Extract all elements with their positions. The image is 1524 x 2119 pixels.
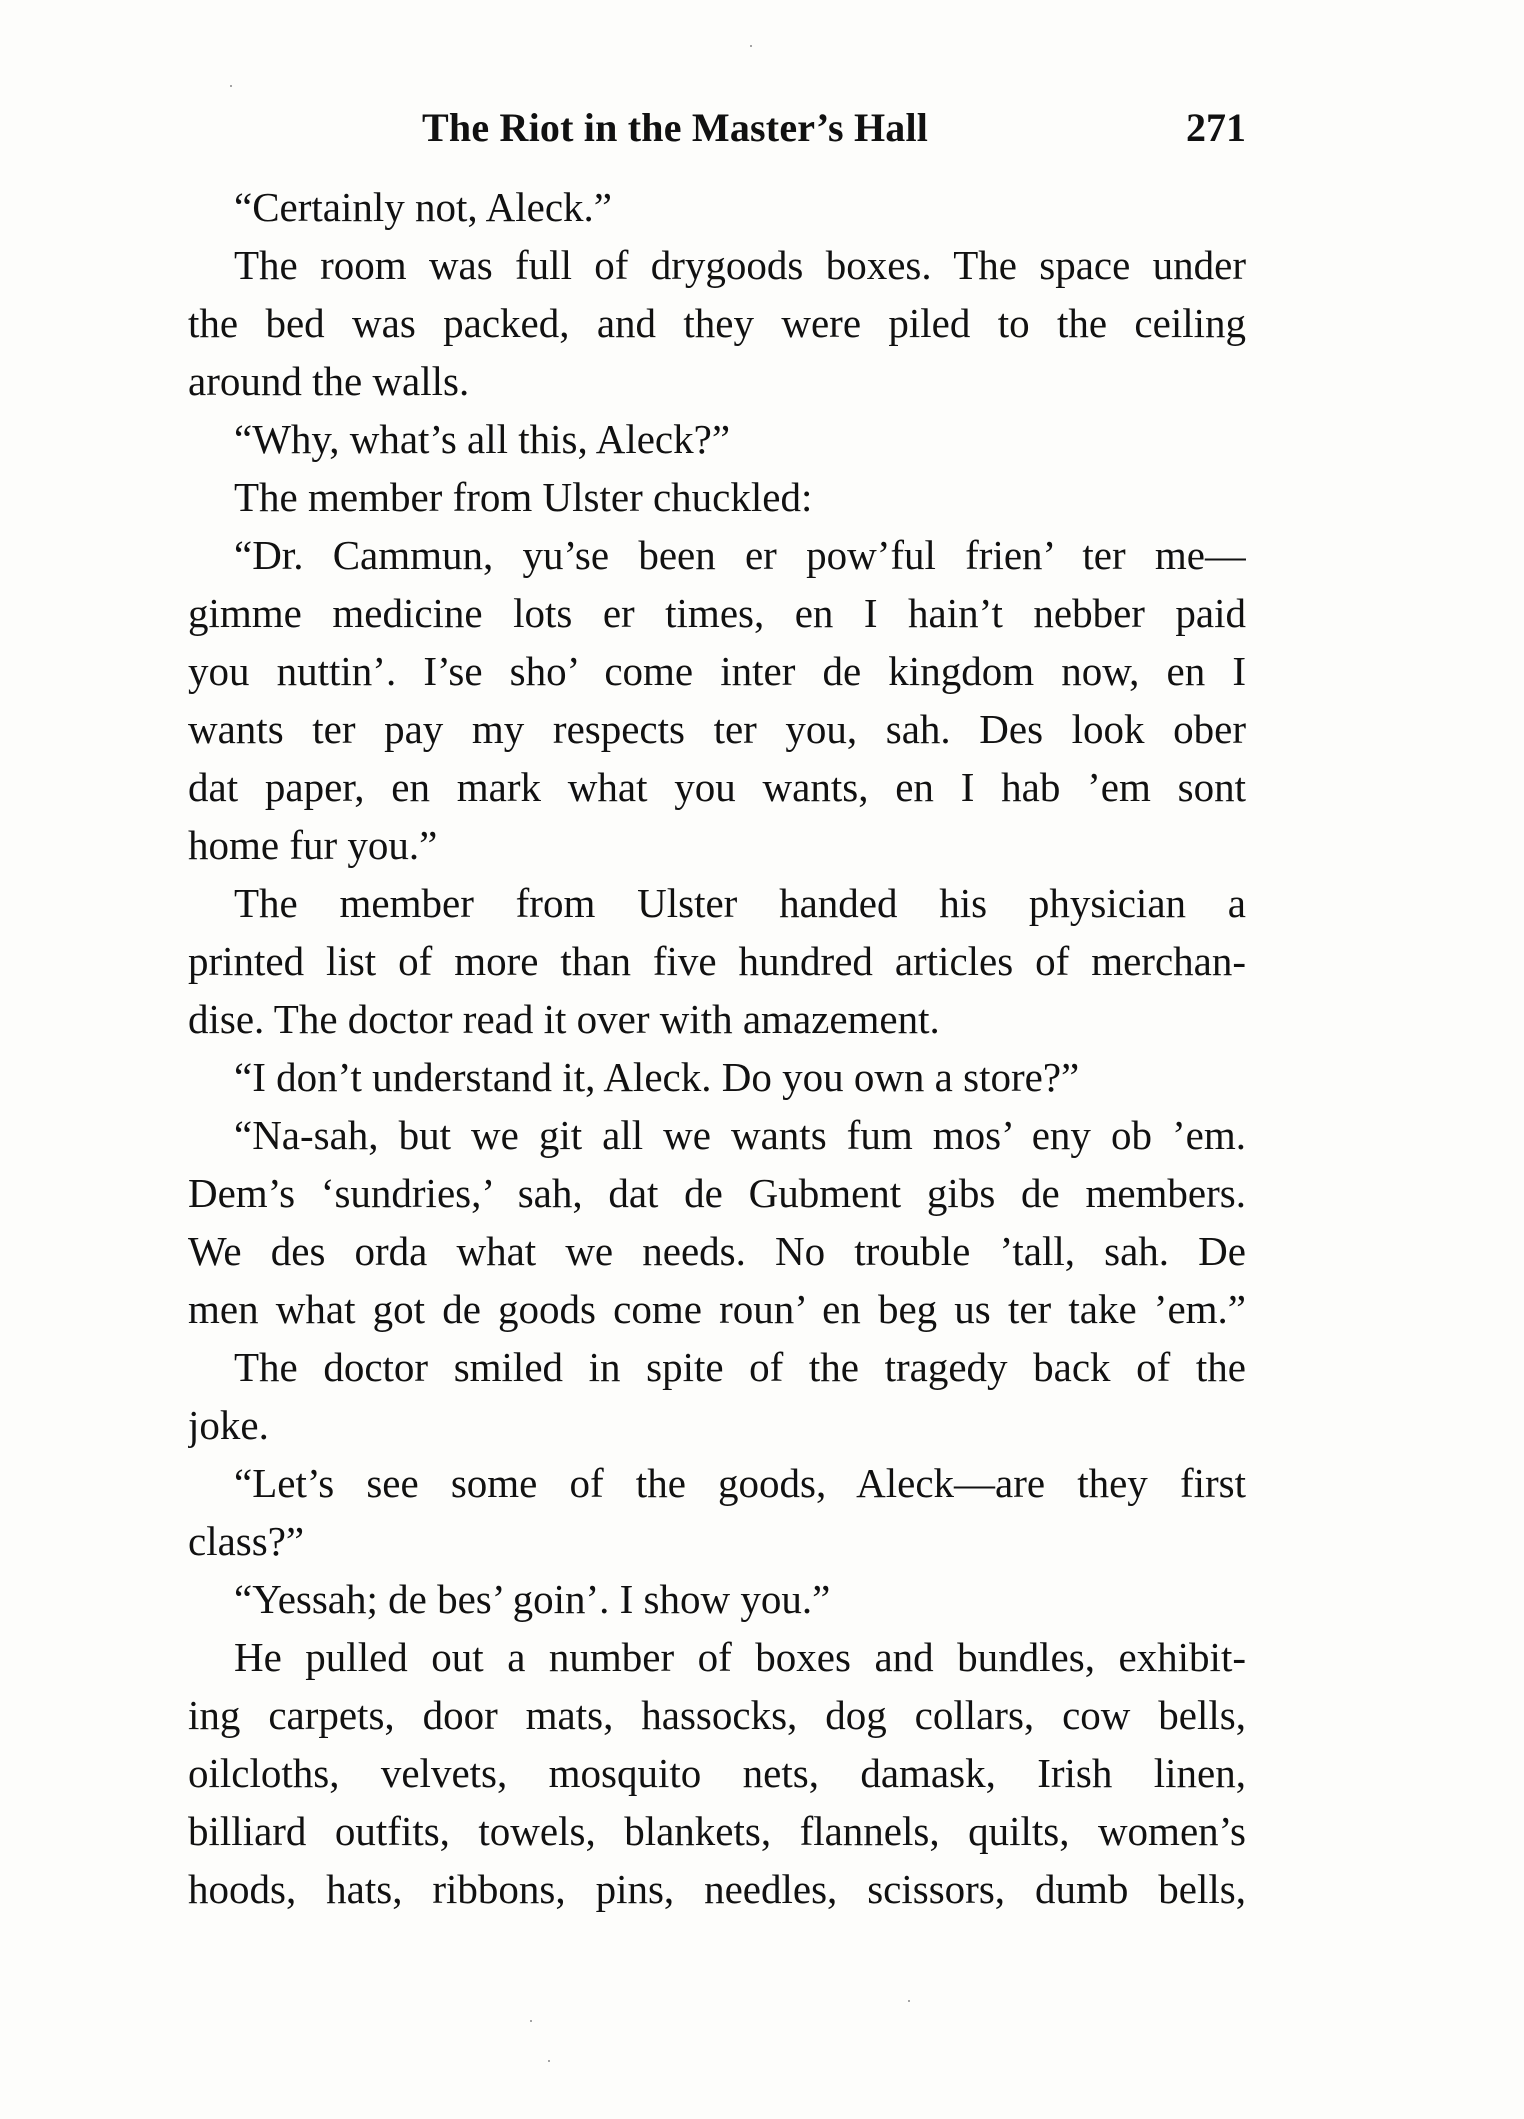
text-line: The room was full of drygoods boxes. The space under bbox=[234, 242, 1246, 288]
text-line: He pulled out a number of boxes and bundles, exhibit- bbox=[234, 1634, 1246, 1680]
running-head: The Riot in the Master’s Hall bbox=[422, 105, 929, 150]
text-line: We des orda what we needs. No trouble ’tall, sah. De bbox=[188, 1228, 1246, 1274]
text-line: “Yessah; de bes’ goin’. I show you.” bbox=[234, 1576, 831, 1622]
text-line: Dem’s ‘sundries,’ sah, dat de Gubment gibs de members. bbox=[188, 1170, 1246, 1216]
text-line: oilcloths, velvets, mosquito nets, damask, Irish linen, bbox=[188, 1750, 1246, 1796]
text-line: ing carpets, door mats, hassocks, dog collars, cow bells, bbox=[188, 1692, 1246, 1738]
text-line: billiard outfits, towels, blankets, flannels, quilts, women’s bbox=[188, 1808, 1246, 1854]
text-line: joke. bbox=[188, 1402, 269, 1448]
print-speck bbox=[530, 2020, 532, 2022]
text-line: printed list of more than five hundred articles of merchan- bbox=[188, 938, 1246, 984]
text-line: dise. The doctor read it over with amazement. bbox=[188, 996, 940, 1042]
text-line: “I don’t understand it, Aleck. Do you own a store?” bbox=[234, 1054, 1080, 1100]
text-line: around the walls. bbox=[188, 358, 470, 404]
print-speck bbox=[230, 85, 232, 87]
text-line: dat paper, en mark what you wants, en I hab ’em sont bbox=[188, 764, 1246, 810]
text-line: wants ter pay my respects ter you, sah. Des look ober bbox=[188, 706, 1246, 752]
text-line: you nuttin’. I’se sho’ come inter de kingdom now, en I bbox=[188, 648, 1246, 694]
print-speck bbox=[908, 2000, 910, 2002]
text-line: the bed was packed, and they were piled to the ceiling bbox=[188, 300, 1246, 346]
print-speck bbox=[750, 45, 752, 47]
text-line: hoods, hats, ribbons, pins, needles, scissors, dumb bells, bbox=[188, 1866, 1246, 1912]
text-line: The member from Ulster chuckled: bbox=[234, 474, 813, 520]
text-line: “Certainly not, Aleck.” bbox=[234, 184, 612, 230]
text-line: “Let’s see some of the goods, Aleck—are they first bbox=[234, 1460, 1246, 1506]
text-line: “Na-sah, but we git all we wants fum mos’ eny ob ’em. bbox=[234, 1112, 1246, 1158]
page-number: 271 bbox=[1186, 105, 1246, 150]
text-line: The doctor smiled in spite of the tragedy back of the bbox=[234, 1344, 1246, 1390]
page-header bbox=[188, 96, 1246, 160]
print-speck bbox=[548, 2060, 550, 2062]
text-line: “Dr. Cammun, yu’se been er pow’ful frien’ ter me— bbox=[234, 532, 1246, 578]
text-line: “Why, what’s all this, Aleck?” bbox=[234, 416, 731, 462]
body-text bbox=[188, 178, 1246, 1918]
text-line: class?” bbox=[188, 1518, 305, 1564]
text-line: men what got de goods come roun’ en beg us ter take ’em.” bbox=[188, 1286, 1246, 1332]
text-line: home fur you.” bbox=[188, 822, 438, 868]
text-line: The member from Ulster handed his physician a bbox=[234, 880, 1246, 926]
text-line: gimme medicine lots er times, en I hain’t nebber paid bbox=[188, 590, 1246, 636]
